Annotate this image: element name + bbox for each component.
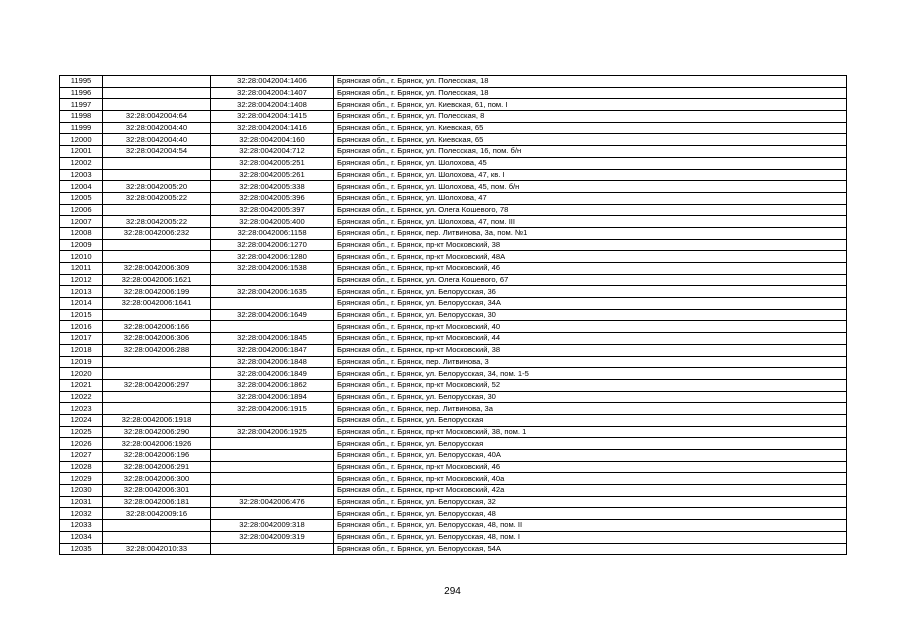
address-cell: Брянская обл., г. Брянск, пр-кт Московский, 38	[334, 239, 847, 251]
old-cadastral-number-cell: 32:28:0042006:301	[103, 485, 211, 497]
address-cell: Брянская обл., г. Брянск, ул. Шолохова, 47, пом. III	[334, 216, 847, 228]
table-row	[60, 520, 847, 532]
table-row	[60, 134, 847, 146]
table-row	[60, 87, 847, 99]
row-number-cell: 12006	[60, 204, 103, 216]
new-cadastral-number-cell	[211, 450, 334, 462]
table-row	[60, 321, 847, 333]
table-row	[60, 169, 847, 181]
address-cell: Брянская обл., г. Брянск, ул. Шолохова, 45, пом. б/н	[334, 181, 847, 193]
old-cadastral-number-cell: 32:28:0042009:16	[103, 508, 211, 520]
old-cadastral-number-cell: 32:28:0042006:1918	[103, 414, 211, 426]
address-cell: Брянская обл., г. Брянск, ул. Белорусская	[334, 414, 847, 426]
cadastral-table	[59, 75, 847, 555]
new-cadastral-number-cell: 32:28:0042005:338	[211, 181, 334, 193]
old-cadastral-number-cell: 32:28:0042006:290	[103, 426, 211, 438]
row-number-cell: 12002	[60, 157, 103, 169]
address-cell: Брянская обл., г. Брянск, пр-кт Московский, 52	[334, 379, 847, 391]
new-cadastral-number-cell: 32:28:0042006:1915	[211, 403, 334, 415]
old-cadastral-number-cell	[103, 251, 211, 263]
new-cadastral-number-cell	[211, 274, 334, 286]
old-cadastral-number-cell	[103, 87, 211, 99]
table-row	[60, 251, 847, 263]
old-cadastral-number-cell	[103, 531, 211, 543]
old-cadastral-number-cell	[103, 356, 211, 368]
row-number-cell: 12035	[60, 543, 103, 555]
old-cadastral-number-cell	[103, 391, 211, 403]
old-cadastral-number-cell	[103, 169, 211, 181]
address-cell: Брянская обл., г. Брянск, ул. Белорусская, 30	[334, 309, 847, 321]
old-cadastral-number-cell: 32:28:0042004:54	[103, 146, 211, 158]
old-cadastral-number-cell: 32:28:0042006:166	[103, 321, 211, 333]
address-cell: Брянская обл., г. Брянск, ул. Белорусская	[334, 438, 847, 450]
address-cell: Брянская обл., г. Брянск, ул. Олега Кошевого, 67	[334, 274, 847, 286]
table-row	[60, 485, 847, 497]
address-cell: Брянская обл., г. Брянск, пер. Литвинова, 3а, пом. №1	[334, 227, 847, 239]
new-cadastral-number-cell	[211, 485, 334, 497]
old-cadastral-number-cell: 32:28:0042006:1621	[103, 274, 211, 286]
address-cell: Брянская обл., г. Брянск, ул. Белорусская, 34А	[334, 298, 847, 310]
table-row	[60, 356, 847, 368]
row-number-cell: 12022	[60, 391, 103, 403]
table-row	[60, 99, 847, 111]
address-cell: Брянская обл., г. Брянск, ул. Киевская, 61, пом. I	[334, 99, 847, 111]
table-row	[60, 309, 847, 321]
address-cell: Брянская обл., г. Брянск, пер. Литвинова, 3а	[334, 403, 847, 415]
table-row	[60, 146, 847, 158]
table-row	[60, 508, 847, 520]
new-cadastral-number-cell: 32:28:0042004:1408	[211, 99, 334, 111]
row-number-cell: 12012	[60, 274, 103, 286]
new-cadastral-number-cell: 32:28:0042004:712	[211, 146, 334, 158]
table-row	[60, 333, 847, 345]
old-cadastral-number-cell: 32:28:0042006:232	[103, 227, 211, 239]
row-number-cell: 12018	[60, 344, 103, 356]
address-cell: Брянская обл., г. Брянск, ул. Белорусская, 48	[334, 508, 847, 520]
address-cell: Брянская обл., г. Брянск, ул. Шолохова, 47	[334, 192, 847, 204]
old-cadastral-number-cell	[103, 520, 211, 532]
new-cadastral-number-cell: 32:28:0042006:1847	[211, 344, 334, 356]
old-cadastral-number-cell: 32:28:0042006:309	[103, 263, 211, 275]
address-cell: Брянская обл., г. Брянск, пр-кт Московский, 38, пом. 1	[334, 426, 847, 438]
address-cell: Брянская обл., г. Брянск, ул. Белорусская, 40А	[334, 450, 847, 462]
new-cadastral-number-cell	[211, 543, 334, 555]
row-number-cell: 12015	[60, 309, 103, 321]
new-cadastral-number-cell: 32:28:0042004:1416	[211, 122, 334, 134]
old-cadastral-number-cell: 32:28:0042006:1926	[103, 438, 211, 450]
new-cadastral-number-cell: 32:28:0042004:1407	[211, 87, 334, 99]
old-cadastral-number-cell: 32:28:0042006:300	[103, 473, 211, 485]
table-row	[60, 531, 847, 543]
table-row	[60, 414, 847, 426]
old-cadastral-number-cell: 32:28:0042010:33	[103, 543, 211, 555]
new-cadastral-number-cell: 32:28:0042006:476	[211, 496, 334, 508]
table-row	[60, 438, 847, 450]
row-number-cell: 12023	[60, 403, 103, 415]
old-cadastral-number-cell: 32:28:0042006:199	[103, 286, 211, 298]
new-cadastral-number-cell: 32:28:0042009:319	[211, 531, 334, 543]
table-row	[60, 286, 847, 298]
table-row	[60, 344, 847, 356]
row-number-cell: 12026	[60, 438, 103, 450]
row-number-cell: 12016	[60, 321, 103, 333]
old-cadastral-number-cell: 32:28:0042006:1641	[103, 298, 211, 310]
row-number-cell: 12021	[60, 379, 103, 391]
new-cadastral-number-cell: 32:28:0042006:1862	[211, 379, 334, 391]
row-number-cell: 11995	[60, 76, 103, 88]
table-row	[60, 461, 847, 473]
table-row	[60, 450, 847, 462]
address-cell: Брянская обл., г. Брянск, пр-кт Московский, 40	[334, 321, 847, 333]
address-cell: Брянская обл., г. Брянск, ул. Шолохова, 47, кв. I	[334, 169, 847, 181]
old-cadastral-number-cell: 32:28:0042006:291	[103, 461, 211, 473]
table-row	[60, 368, 847, 380]
new-cadastral-number-cell: 32:28:0042005:251	[211, 157, 334, 169]
row-number-cell: 12004	[60, 181, 103, 193]
row-number-cell: 11996	[60, 87, 103, 99]
table-row	[60, 391, 847, 403]
new-cadastral-number-cell: 32:28:0042006:1925	[211, 426, 334, 438]
new-cadastral-number-cell	[211, 461, 334, 473]
new-cadastral-number-cell: 32:28:0042006:1538	[211, 263, 334, 275]
old-cadastral-number-cell: 32:28:0042005:20	[103, 181, 211, 193]
address-cell: Брянская обл., г. Брянск, ул. Полесская, 18	[334, 87, 847, 99]
address-cell: Брянская обл., г. Брянск, пр-кт Московский, 44	[334, 333, 847, 345]
new-cadastral-number-cell: 32:28:0042004:1415	[211, 111, 334, 123]
new-cadastral-number-cell	[211, 438, 334, 450]
old-cadastral-number-cell	[103, 99, 211, 111]
table-row	[60, 403, 847, 415]
row-number-cell: 12034	[60, 531, 103, 543]
row-number-cell: 12031	[60, 496, 103, 508]
new-cadastral-number-cell: 32:28:0042006:1848	[211, 356, 334, 368]
old-cadastral-number-cell	[103, 157, 211, 169]
old-cadastral-number-cell	[103, 368, 211, 380]
old-cadastral-number-cell: 32:28:0042004:40	[103, 122, 211, 134]
table-row	[60, 204, 847, 216]
table-row	[60, 298, 847, 310]
old-cadastral-number-cell: 32:28:0042006:288	[103, 344, 211, 356]
new-cadastral-number-cell: 32:28:0042006:1158	[211, 227, 334, 239]
row-number-cell: 12008	[60, 227, 103, 239]
address-cell: Брянская обл., г. Брянск, ул. Белорусская, 48, пом. II	[334, 520, 847, 532]
new-cadastral-number-cell	[211, 298, 334, 310]
address-cell: Брянская обл., г. Брянск, пр-кт Московский, 46	[334, 461, 847, 473]
address-cell: Брянская обл., г. Брянск, ул. Шолохова, 45	[334, 157, 847, 169]
row-number-cell: 12027	[60, 450, 103, 462]
row-number-cell: 12020	[60, 368, 103, 380]
new-cadastral-number-cell: 32:28:0042005:261	[211, 169, 334, 181]
row-number-cell: 12009	[60, 239, 103, 251]
table-row	[60, 216, 847, 228]
table-row	[60, 122, 847, 134]
row-number-cell: 12000	[60, 134, 103, 146]
table-row	[60, 181, 847, 193]
table-row	[60, 263, 847, 275]
new-cadastral-number-cell: 32:28:0042004:1406	[211, 76, 334, 88]
row-number-cell: 12032	[60, 508, 103, 520]
address-cell: Брянская обл., г. Брянск, пр-кт Московский, 38	[334, 344, 847, 356]
new-cadastral-number-cell: 32:28:0042006:1280	[211, 251, 334, 263]
new-cadastral-number-cell	[211, 414, 334, 426]
address-cell: Брянская обл., г. Брянск, пр-кт Московский, 46	[334, 263, 847, 275]
row-number-cell: 12025	[60, 426, 103, 438]
old-cadastral-number-cell: 32:28:0042006:306	[103, 333, 211, 345]
table-row	[60, 274, 847, 286]
table-row	[60, 473, 847, 485]
new-cadastral-number-cell	[211, 321, 334, 333]
new-cadastral-number-cell: 32:28:0042005:396	[211, 192, 334, 204]
address-cell: Брянская обл., г. Брянск, ул. Киевская, 65	[334, 134, 847, 146]
new-cadastral-number-cell: 32:28:0042005:397	[211, 204, 334, 216]
table-row	[60, 227, 847, 239]
new-cadastral-number-cell: 32:28:0042006:1894	[211, 391, 334, 403]
row-number-cell: 11998	[60, 111, 103, 123]
new-cadastral-number-cell	[211, 473, 334, 485]
new-cadastral-number-cell: 32:28:0042006:1845	[211, 333, 334, 345]
new-cadastral-number-cell: 32:28:0042006:1635	[211, 286, 334, 298]
old-cadastral-number-cell: 32:28:0042005:22	[103, 192, 211, 204]
table-row	[60, 111, 847, 123]
row-number-cell: 12017	[60, 333, 103, 345]
old-cadastral-number-cell: 32:28:0042006:297	[103, 379, 211, 391]
address-cell: Брянская обл., г. Брянск, ул. Белорусская, 34, пом. 1-5	[334, 368, 847, 380]
address-cell: Брянская обл., г. Брянск, пер. Литвинова, 3	[334, 356, 847, 368]
table-row	[60, 76, 847, 88]
address-cell: Брянская обл., г. Брянск, ул. Белорусская, 36	[334, 286, 847, 298]
row-number-cell: 12033	[60, 520, 103, 532]
old-cadastral-number-cell: 32:28:0042006:196	[103, 450, 211, 462]
old-cadastral-number-cell: 32:28:0042005:22	[103, 216, 211, 228]
table-row	[60, 157, 847, 169]
new-cadastral-number-cell: 32:28:0042006:1270	[211, 239, 334, 251]
row-number-cell: 11999	[60, 122, 103, 134]
address-cell: Брянская обл., г. Брянск, ул. Полесская, 16, пом. б/н	[334, 146, 847, 158]
old-cadastral-number-cell: 32:28:0042004:64	[103, 111, 211, 123]
address-cell: Брянская обл., г. Брянск, пр-кт Московский, 48А	[334, 251, 847, 263]
new-cadastral-number-cell: 32:28:0042006:1849	[211, 368, 334, 380]
address-cell: Брянская обл., г. Брянск, ул. Полесская, 18	[334, 76, 847, 88]
old-cadastral-number-cell	[103, 204, 211, 216]
row-number-cell: 12001	[60, 146, 103, 158]
address-cell: Брянская обл., г. Брянск, ул. Белорусская, 54А	[334, 543, 847, 555]
page-number: 294	[444, 586, 461, 597]
row-number-cell: 12029	[60, 473, 103, 485]
row-number-cell: 12014	[60, 298, 103, 310]
new-cadastral-number-cell	[211, 508, 334, 520]
new-cadastral-number-cell: 32:28:0042004:160	[211, 134, 334, 146]
address-cell: Брянская обл., г. Брянск, ул. Белорусская, 32	[334, 496, 847, 508]
table-row	[60, 192, 847, 204]
row-number-cell: 12024	[60, 414, 103, 426]
cadastral-table-body	[60, 76, 847, 555]
address-cell: Брянская обл., г. Брянск, ул. Киевская, 65	[334, 122, 847, 134]
row-number-cell: 11997	[60, 99, 103, 111]
address-cell: Брянская обл., г. Брянск, ул. Белорусская, 48, пом. I	[334, 531, 847, 543]
table-row	[60, 379, 847, 391]
row-number-cell: 12028	[60, 461, 103, 473]
old-cadastral-number-cell	[103, 403, 211, 415]
old-cadastral-number-cell	[103, 239, 211, 251]
table-row	[60, 239, 847, 251]
old-cadastral-number-cell: 32:28:0042006:181	[103, 496, 211, 508]
address-cell: Брянская обл., г. Брянск, ул. Олега Кошевого, 78	[334, 204, 847, 216]
row-number-cell: 12010	[60, 251, 103, 263]
address-cell: Брянская обл., г. Брянск, ул. Белорусская, 30	[334, 391, 847, 403]
old-cadastral-number-cell: 32:28:0042004:40	[103, 134, 211, 146]
address-cell: Брянская обл., г. Брянск, пр-кт Московский, 42а	[334, 485, 847, 497]
table-row	[60, 496, 847, 508]
new-cadastral-number-cell: 32:28:0042005:400	[211, 216, 334, 228]
row-number-cell: 12003	[60, 169, 103, 181]
row-number-cell: 12007	[60, 216, 103, 228]
row-number-cell: 12013	[60, 286, 103, 298]
new-cadastral-number-cell: 32:28:0042009:318	[211, 520, 334, 532]
table-row	[60, 426, 847, 438]
old-cadastral-number-cell	[103, 309, 211, 321]
address-cell: Брянская обл., г. Брянск, пр-кт Московский, 40а	[334, 473, 847, 485]
row-number-cell: 12011	[60, 263, 103, 275]
row-number-cell: 12005	[60, 192, 103, 204]
row-number-cell: 12030	[60, 485, 103, 497]
old-cadastral-number-cell	[103, 76, 211, 88]
table-row	[60, 543, 847, 555]
row-number-cell: 12019	[60, 356, 103, 368]
address-cell: Брянская обл., г. Брянск, ул. Полесская, 8	[334, 111, 847, 123]
new-cadastral-number-cell: 32:28:0042006:1649	[211, 309, 334, 321]
